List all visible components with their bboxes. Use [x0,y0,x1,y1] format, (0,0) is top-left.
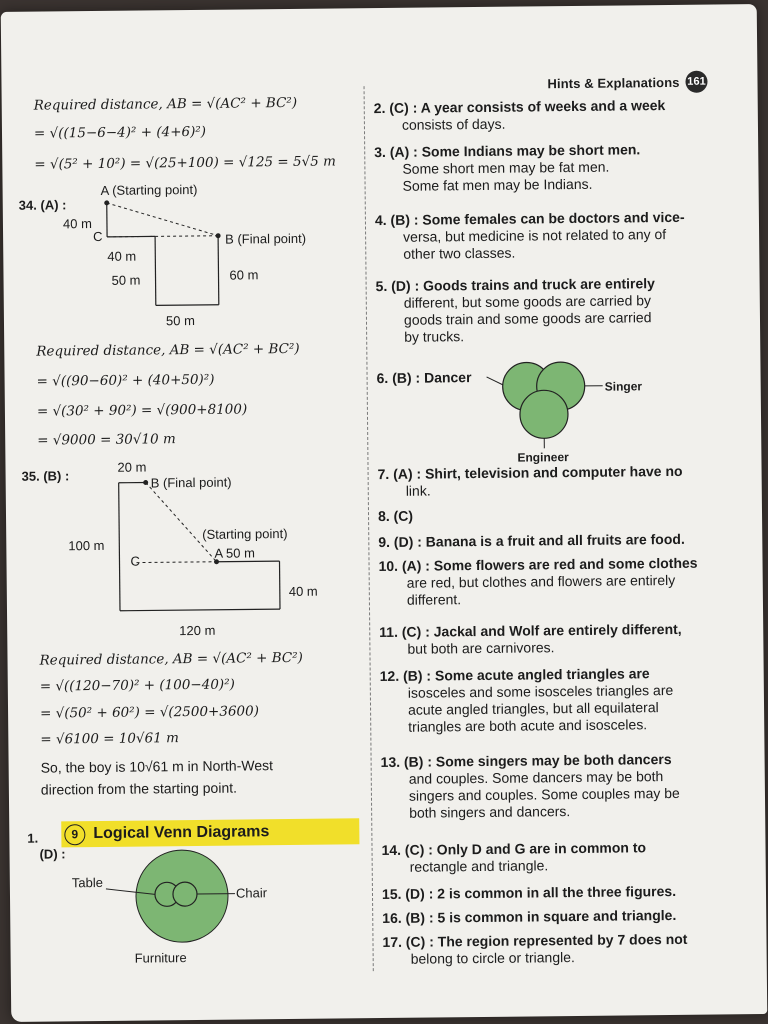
q35-label-c: C [130,553,140,569]
answer-5-line-1: 5. (D) : Goods trains and truck are entirely [375,275,655,295]
q34-label-50m-b: 50 m [165,312,195,329]
q35-label-a50m: A 50 m [214,545,255,561]
q35-number: 35. (B) : [21,468,70,484]
q35-line-3: = √(50² + 60²) = √(2500+3600) [39,703,260,722]
answer-2-line-1: 2. (C) : A year consists of weeks and a week [373,97,666,117]
q35-conclusion-1: So, the boy is 10√61 m in North-West [40,757,274,776]
answer-7 [378,463,683,500]
q6-venn [474,355,675,467]
q35-label-start: (Starting point) [202,526,288,542]
answer-10-line-2: are red, but clothes and flowers are entirely [406,571,676,591]
answer-11-line-1: 11. (C) : Jackal and Wolf are entirely different, [379,620,682,641]
answer-3 [374,141,641,195]
answer-17 [382,931,687,968]
answer-14 [381,839,646,876]
q33-line-3: = √(5² + 10²) = √(25+100) = √125 = 5√5 m [34,153,336,173]
answer-10 [378,555,698,609]
q34-label-40m-a: 40 m [62,216,92,232]
answer-13-line-4: both singers and dancers. [409,803,571,821]
answer-9-line-1: 9. (D) : Banana is a fruit and all fruits are food. [378,530,685,551]
q34-label-start: A (Starting point) [100,181,198,198]
answer-8 [378,508,413,525]
answer-6-line-1: 6. (B) : Dancer [376,369,472,387]
answer-14-line-1: 14. (C) : Only D and G are in common to [381,839,647,859]
answer-13-line-2: and couples. Some dancers may be both [408,768,664,787]
answer-12 [380,665,674,736]
answer-15 [382,883,676,903]
q35-label-20m: 20 m [117,459,147,475]
answer-13-line-1: 13. (B) : Some singers may be both dancers [380,751,672,771]
q6-label-singer: Singer [604,379,643,394]
q1-label-chair: Chair [235,885,268,901]
q34-label-50m-a: 50 m [111,272,141,288]
answer-4-line-3: other two classes. [403,244,516,262]
answer-4-line-2: versa, but medicine is not related to any of [403,226,667,245]
q34-line-2: = √((90−60)² + (40+50)²) [36,371,215,390]
q35-line-4: = √6100 = 10√61 m [40,730,179,748]
section-heading [61,818,359,847]
q35-label-120m: 120 m [179,622,216,639]
q34-line-4: = √9000 = 30√10 m [37,431,176,449]
q35-conclusion-2: direction from the starting point. [40,779,238,798]
header-title: Hints & Explanations [547,74,680,91]
q34-number: 34. (A) : [18,197,67,213]
answer-3-line-1: 3. (A) : Some Indians may be short men. [374,141,641,161]
section-number: 9 [64,824,85,845]
page-number-badge: 161 [685,71,707,93]
answer-13-line-3: singers and couples. Some couples may be [408,784,680,804]
q34-label-final: B (Final point) [225,230,307,247]
q35-line-2: = √((120−70)² + (100−40)²) [39,676,235,695]
answer-16 [382,907,676,927]
page-header [547,71,707,95]
answer-11-line-2: but both are carnivores. [407,639,555,657]
answer-5-line-4: by trucks. [404,328,465,345]
q35-line-1: Required distance, AB = √(AC² + BC²) [39,649,303,669]
answer-13 [381,751,681,822]
answer-6 [377,369,472,387]
q1-label-furniture: Furniture [134,950,187,966]
answer-12-line-2: isosceles and some isosceles triangles are [407,681,674,701]
q1-number: 1. [27,830,39,846]
answer-8-line-1: 8. (C) [377,507,414,525]
q35-label-final: B (Final point) [150,474,232,491]
answer-2-line-2: consists of days. [401,115,506,133]
answer-12-line-4: triangles are both acute and isosceles. [408,716,648,735]
answer-5 [376,275,656,346]
section-title: Logical Venn Diagrams [93,823,270,843]
q33-line-2: = √((15−6−4)² + (4+6)²) [33,123,207,142]
answer-12-line-3: acute angled triangles, but all equilateral [407,699,659,718]
q6-label-engineer: Engineer [517,450,569,465]
q34-label-c: C [93,228,103,245]
answer-3-line-3: Some fat men may be Indians. [402,175,593,194]
q1-label-table: Table [71,874,104,891]
answer-2 [374,97,666,134]
textbook-page [1,4,768,1022]
q1-venn [10,848,371,972]
answer-9 [378,531,685,551]
answer-16-line-1: 16. (B) : 5 is common in square and triangle. [382,906,677,927]
answer-7-line-1: 7. (A) : Shirt, television and computer have no [377,462,683,483]
answer-5-line-3: goods train and some goods are carried [403,309,652,328]
answer-15-line-1: 15. (D) : 2 is common in all the three figures. [381,882,677,903]
answer-3-line-2: Some short men may be fat men. [402,158,610,177]
q35-label-40m: 40 m [288,583,318,600]
answer-5-line-2: different, but some goods are carried by [403,292,652,311]
answer-17-line-2: belong to circle or triangle. [410,949,575,967]
answer-10-line-1: 10. (A) : Some flowers are red and some clothes [378,554,698,575]
answer-4-line-1: 4. (B) : Some females can be doctors and vice- [374,208,685,229]
q34-label-40m-b: 40 m [107,248,137,264]
q34-label-60m: 60 m [229,267,259,283]
answer-10-line-3: different. [406,591,462,608]
q34-line-1: Required distance, AB = √(AC² + BC²) [36,340,300,360]
q34-line-3: = √(30² + 90²) = √(900+8100) [36,401,248,420]
answer-7-line-2: link. [405,482,431,499]
q33-line-1: Required distance, AB = √(AC² + BC²) [33,94,298,114]
answer-12-line-1: 12. (B) : Some acute angled triangles are [379,665,650,685]
answer-11 [379,621,682,658]
answer-17-line-1: 17. (C) : The region represented by 7 does not [382,930,688,951]
answer-4 [375,209,685,263]
q35-diagram [6,468,368,632]
answer-14-line-2: rectangle and triangle. [409,857,549,875]
q1-answer: (D) : [39,846,66,862]
q35-label-100m: 100 m [68,537,105,554]
